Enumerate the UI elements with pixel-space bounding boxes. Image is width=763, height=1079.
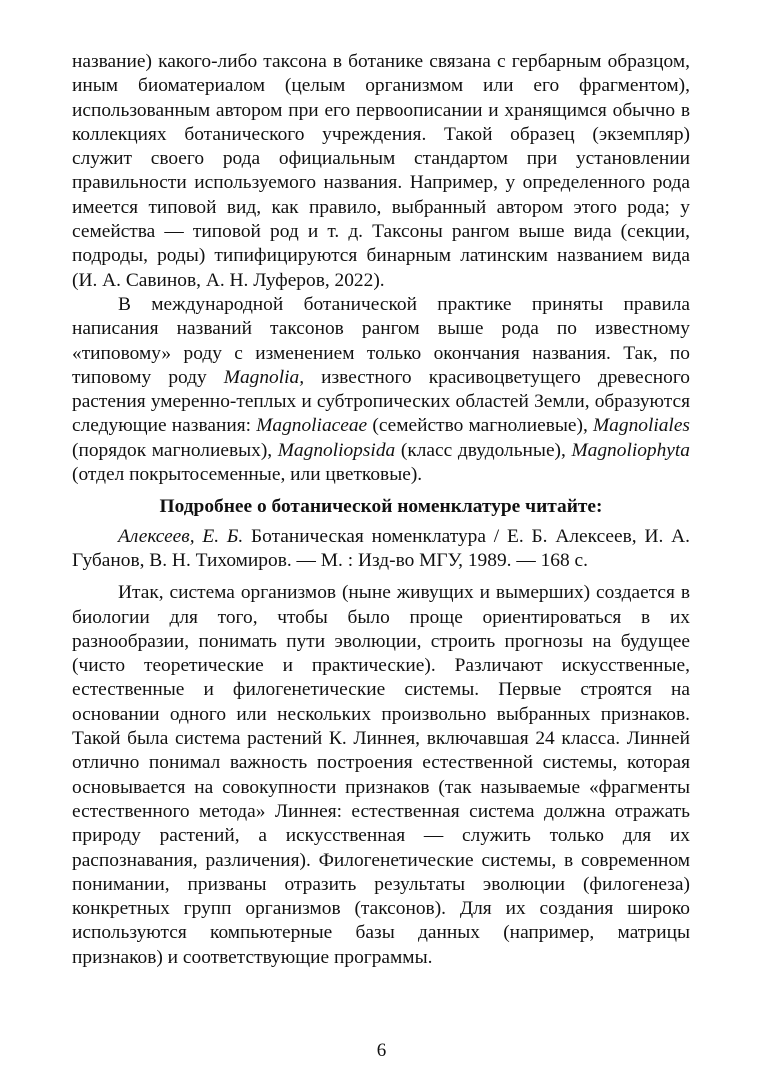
text-fragment: В международной ботанической практике приняты правила написания названий таксонов рангом выше рода по известному «типовому» роду с изменением только окончания названия. Так, по типовому роду: [72, 293, 690, 388]
paragraph-taxon-types: название) какого-либо таксона в ботанике связана с гербарным образцом, иным биоматериалом (целым организмом или его фрагментом), использованным автором при его первоописании и хранящимся обычно в коллекциях ботанического учреждения. Такой образец (экземпляр) служит своего рода официальным стандартом при установлении правильности используемого названия. Например, у определенного рода имеется типовой вид, как правило, выбранный автором этого рода; у семейства — типовой род и т. д. Таксоны рангом выше вида (секции, подроды, роды) типифицируются бинарным латинским названием вида (И. А. Савинов, А. Н. Луферов, 2022).: [72, 51, 690, 291]
page-body: [72, 50, 690, 970]
text-fragment: (семейство магнолиевые),: [367, 415, 594, 437]
latin-genus-magnolia: Magnolia,: [223, 366, 305, 388]
reference-author: Алексеев, Е. Б.: [118, 525, 244, 547]
text-fragment: (порядок магнолиевых),: [72, 439, 278, 461]
bibliographic-reference: [72, 525, 690, 574]
latin-family-magnoliaceae: Magnoliaceae: [256, 415, 368, 437]
text-fragment: (класс двудольные),: [395, 439, 572, 461]
latin-division-magnoliophyta: Magnoliophyta: [571, 439, 690, 461]
paragraph-systems-of-organisms: Итак, система организмов (ныне живущих и вымерших) создается в биологии для того, чтобы было проще ориентироваться в их разнообразии, понимать пути эволюции, строить прогнозы на будущее (чисто теоретические и практические). Различают искусственные, естественные и филогенетические системы. Первые строятся на основании одного или нескольких произвольно выбранных признаков. Такой была система растений К. Линнея, включавшая 24 класса. Линней отлично понимал важность построения естественной системы, которая основывается на совокупности признаков (так называемые «фрагменты естественного метода» Линнея: естественная система должна отражать природу растений, а искусственная — служить только для их распознавания, различения). Филогенетические системы, в современном понимании, призваны отразить результаты эволюции (филогенеза) конкретных групп организмов (таксонов). Для их создания широко используются компьютерные базы данных (например, матрицы признаков) и соответствующие программы.: [72, 582, 690, 968]
latin-class-magnoliopsida: Magnoliopsida: [277, 439, 396, 461]
text-fragment: (отдел покрытосеменные, или цветковые).: [72, 464, 423, 486]
section-heading: Подробнее о ботанической номенклатуре читайте:: [159, 496, 603, 518]
reference-text: Ботаническая номенклатура / Е. Б. Алексеев, И. А. Губанов, В. Н. Тихомиров. — М. : Изд-во МГУ, 1989. — 168 с.: [72, 525, 690, 571]
text-fragment: известного красивоцветущего древесного растения умеренно-теплых и субтропических областей Земли, образуются следующие названия:: [72, 366, 690, 437]
paragraph-magnolia-naming: [72, 293, 690, 487]
latin-order-magnoliales: Magnoliales: [593, 415, 690, 437]
page-number: 6: [376, 1040, 387, 1061]
